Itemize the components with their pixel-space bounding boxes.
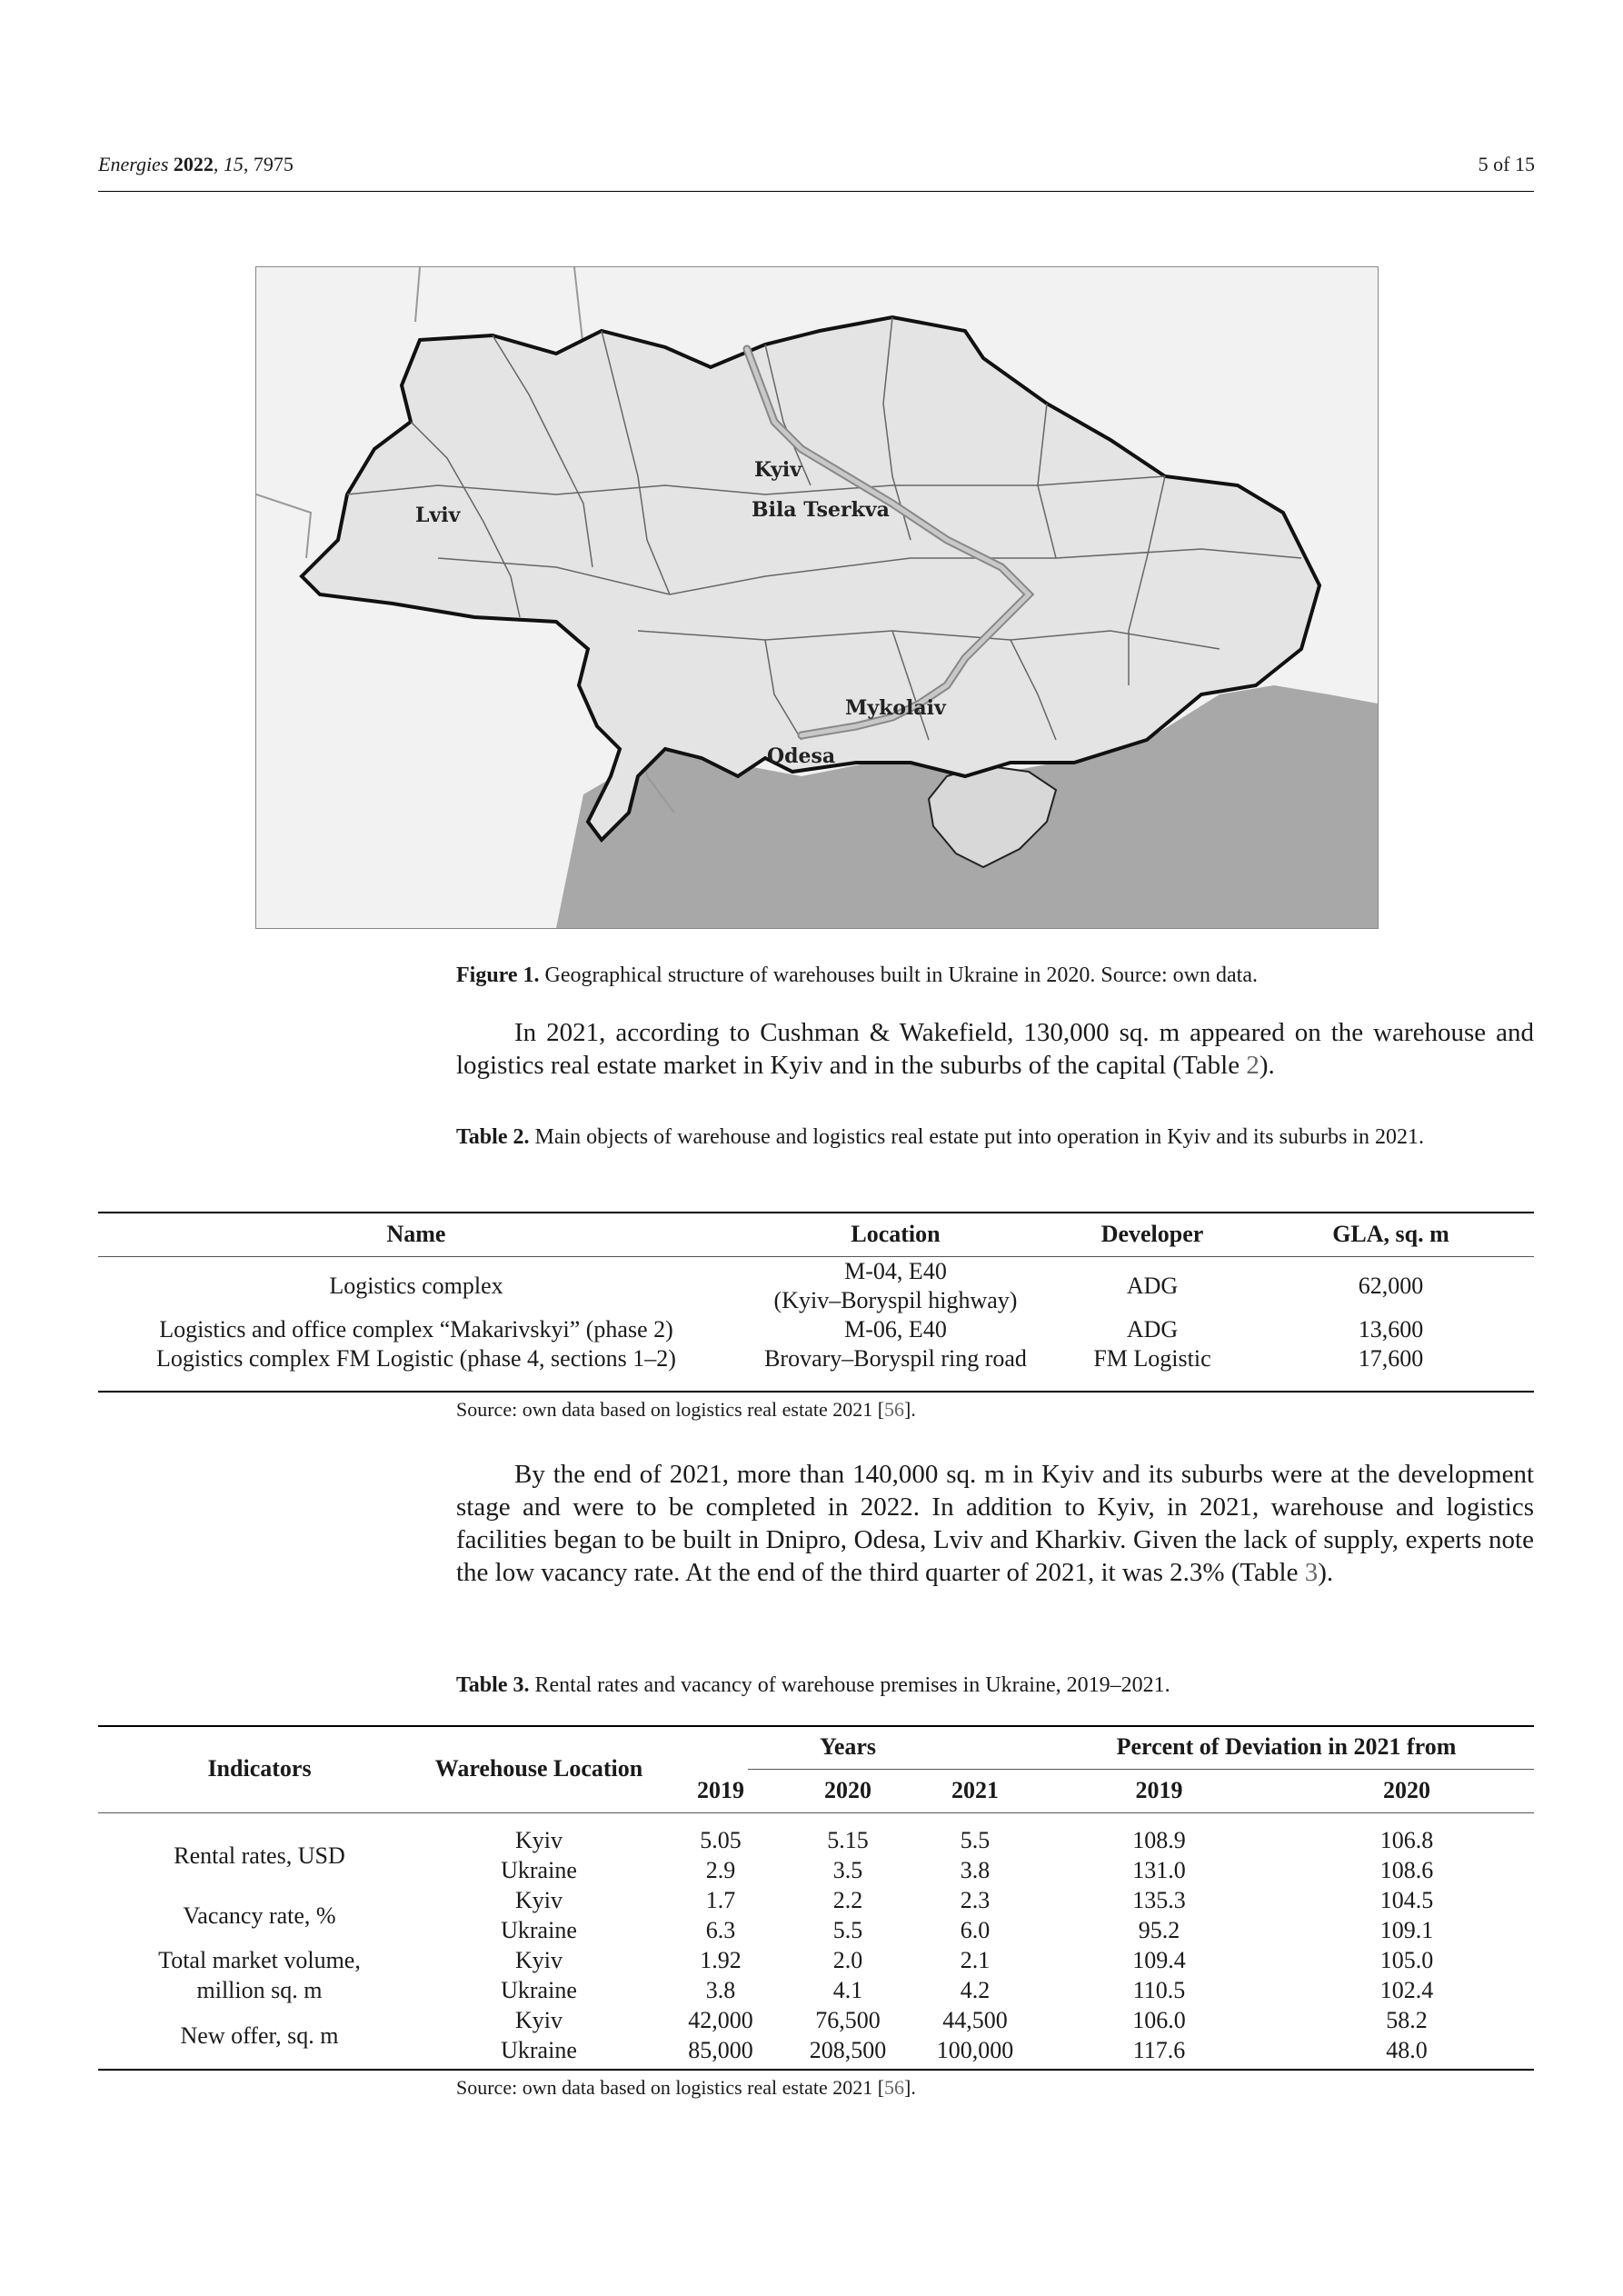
table-row: Total market volume, million sq. m Kyiv 1.92 2.0 2.1 109.4 105.0 xyxy=(158,1947,1434,2003)
para1-text: In 2021, according to Cushman & Wakefield, 130,000 sq. m appeared on the warehouse and logistics real estate market in Kyiv and in the suburbs of the capital (Table xyxy=(456,1018,1534,1080)
table3-source-ref[interactable]: 56 xyxy=(884,2076,905,2099)
table-row: Ukraine 2.9 3.5 3.8 131.0 108.6 xyxy=(501,1857,1434,1883)
table3: Indicators Warehouse Location Years Percent of Deviation in 2021 from 2019 2020 2021 2019 2020 Rental rates, USD Kyiv 5.05 5.15 5.5 108.9 106.8 Ukraine 2.9 3.5 3.8 131.0 108.6 Vacancy rate, % Kyiv 1.7 2.2 2.3 135.3 104.5 Ukraine 6.3 5.5 6.0 95.2 109.1 Total market volume, million sq. m Kyiv 1.92 2.0 2.1 109.4 105.0 Ukraine 3.8 4.1 4.2 110.5 102.4 New offer, sq. m Kyiv 42,000 76,500 44,500 106.0 58.2 Ukraine 85,000 208,500 100,000 117.6 48.0 xyxy=(98,1725,1534,2065)
table3-caption-text: Rental rates and vacancy of warehouse premises in Ukraine, 2019–2021. xyxy=(529,1673,1170,1697)
table2-caption-label: Table 2. xyxy=(456,1125,530,1149)
table2 xyxy=(98,1212,1534,1373)
article-number: 7975 xyxy=(253,153,294,175)
journal-volume: 15 xyxy=(223,153,244,175)
table2-bottom-rule xyxy=(98,1391,1534,1393)
para1-table-ref[interactable]: 2 xyxy=(1246,1051,1260,1080)
table2-header-name: Name xyxy=(386,1221,446,1247)
para2-text: By the end of 2021, more than 140,000 sq. m in Kyiv and its suburbs were at the development stage and were to be completed in 2022. In addition to Kyiv, in 2021, warehouse and logistics facilities began to be built in Dnipro, Odesa, Lviv and Kharkiv. Given the lack of supply, experts note the low vacancy rate. At the end of the third quarter of 2021, it was 2.3% (Table xyxy=(456,1460,1534,1587)
running-header: Energies 2022, 15, 7975 xyxy=(98,153,294,175)
table2-caption-text: Main objects of warehouse and logistics real estate put into operation in Kyiv and its suburbs in 2021. xyxy=(529,1125,1424,1149)
table3-mid-rule xyxy=(98,1812,1534,1813)
ukraine-map-svg xyxy=(256,267,1378,928)
table-row: Rental rates, USD Kyiv 5.05 5.15 5.5 108.9 106.8 xyxy=(174,1827,1434,1869)
map-label-kyiv: Kyiv xyxy=(754,458,802,482)
table3-subheader-rule xyxy=(748,1769,1534,1770)
table-row: New offer, sq. m Kyiv 42,000 76,500 44,500 106.0 58.2 xyxy=(180,2007,1428,2049)
map-label-odesa: Odesa xyxy=(767,744,836,768)
table3-caption-label: Table 3. xyxy=(456,1673,530,1697)
table2-mid-rule xyxy=(98,1256,1534,1257)
map-label-bila-tserkva: Bila Tserkva xyxy=(752,498,890,522)
table2-caption xyxy=(456,1121,1534,1153)
table-row: Vacancy rate, % Kyiv 1.7 2.2 2.3 135.3 104.5 xyxy=(183,1887,1434,1929)
table3-header-location: Warehouse Location xyxy=(434,1755,643,1782)
table-row: Ukraine 6.3 5.5 6.0 95.2 109.1 xyxy=(501,1917,1434,1943)
page-number: 5 of 15 xyxy=(1478,153,1535,175)
table-row: Logistics and office complex “Makarivskyi” (phase 2) M-06, E40 ADG 13,600 xyxy=(159,1316,1424,1343)
ukraine-map-figure xyxy=(255,266,1379,929)
figure-caption-label: Figure 1. xyxy=(456,963,540,987)
table2-header-developer: Developer xyxy=(1100,1221,1204,1247)
table3-header-indicators: Indicators xyxy=(207,1755,312,1782)
header-divider xyxy=(98,191,1534,192)
figure-caption-text: Geographical structure of warehouses built in Ukraine in 2020. Source: own data. xyxy=(539,963,1258,987)
map-label-mykolaiv: Mykolaiv xyxy=(845,696,946,720)
paragraph-1: In 2021, according to Cushman & Wakefield, 130,000 sq. m appeared on the warehouse and logistics real estate market in Kyiv and in the suburbs of the capital (Table 2). xyxy=(456,1018,1534,1080)
table-row: Ukraine 3.8 4.1 4.2 110.5 102.4 xyxy=(501,1977,1434,2003)
table2-source-ref[interactable]: 56 xyxy=(884,1398,905,1421)
journal-year: 2022 xyxy=(173,153,214,175)
table3-caption xyxy=(456,1669,1534,1702)
table3-header-deviation: Percent of Deviation in 2021 from xyxy=(1116,1733,1457,1760)
paragraph-2: By the end of 2021, more than 140,000 sq. m in Kyiv and its suburbs were at the development stage and were to be completed in 2022. In addition to Kyiv, in 2021, warehouse and logistics facilities began to be built in Dnipro, Odesa, Lviv and Kharkiv. Given the lack of supply, experts note the low vacancy rate. At the end of the third quarter of 2021, it was 2.3% (Table 3). xyxy=(456,1460,1534,1587)
map-label-lviv: Lviv xyxy=(415,504,461,527)
figure-caption xyxy=(456,959,1534,992)
table3-bottom-rule xyxy=(98,2069,1534,2071)
table-row: Logistics complex FM Logistic (phase 4, sections 1–2) Brovary–Boryspil ring road FM Logistic 17,600 xyxy=(156,1345,1424,1372)
table3-header-years: Years xyxy=(819,1733,877,1760)
table-row: Logistics complex M-04, E40 (Kyiv–Boryspil highway) ADG 62,000 xyxy=(329,1258,1424,1313)
table3-source: Source: own data based on logistics real estate 2021 [56]. xyxy=(456,2076,916,2099)
para2-table-ref[interactable]: 3 xyxy=(1304,1558,1319,1587)
table2-header-gla: GLA, sq. m xyxy=(1332,1221,1449,1247)
table2-source: Source: own data based on logistics real estate 2021 [56]. xyxy=(456,1398,916,1421)
table-row: Ukraine 85,000 208,500 100,000 117.6 48.0 xyxy=(501,2037,1428,2063)
journal-name: Energies xyxy=(98,153,169,175)
table2-header-location: Location xyxy=(851,1221,941,1247)
